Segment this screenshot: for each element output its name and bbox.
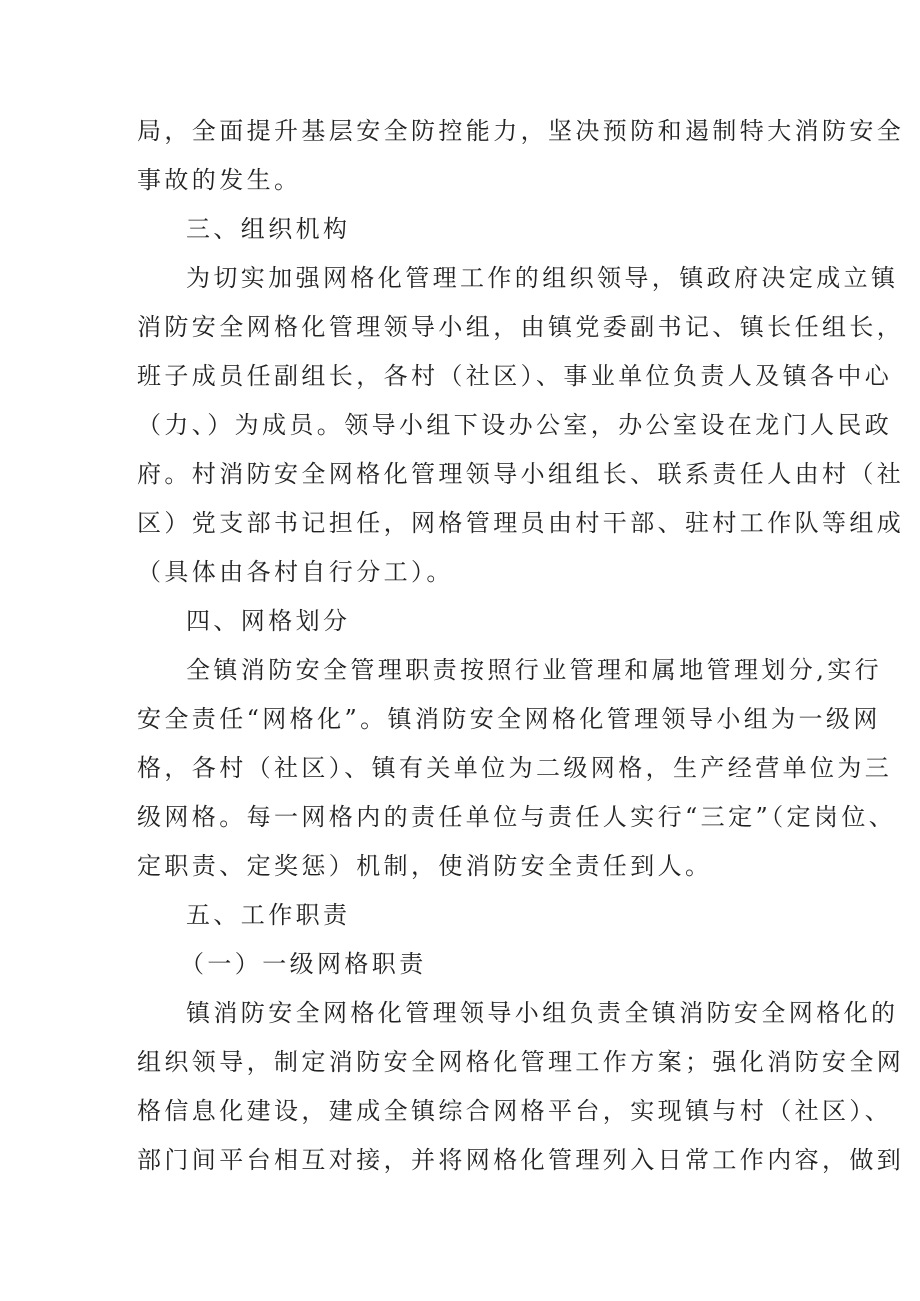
text-line: 安全责任“网格化”。镇消防安全网格化管理领导小组为一级网 [137, 705, 881, 733]
text-line: 定职责、定奖惩）机制，使消防安全责任到人。 [137, 852, 713, 880]
text-line: 格，各村（社区）、镇有关单位为二级网格，生产经营单位为三 [137, 754, 893, 782]
text-line: 全镇消防安全管理职责按照行业管理和属地管理划分,实行 [186, 656, 883, 684]
text-line: 事故的发生。 [137, 166, 302, 194]
text-line: 府。村消防安全网格化管理领导小组组长、联系责任人由村（社 [137, 460, 905, 488]
text-line: 部门间平台相互对接，并将网格化管理列入日常工作内容，做到 [137, 1146, 905, 1174]
text-line: （力、）为成员。领导小组下设办公室，办公室设在龙门人民政 [137, 411, 893, 439]
section-heading: 三、组织机构 [186, 215, 351, 243]
text-line: （具体由各村自行分工）。 [137, 558, 454, 586]
section-heading: 五、工作职责 [186, 901, 351, 929]
text-line: 组织领导，制定消防安全网格化管理工作方案；强化消防安全网 [137, 1048, 905, 1076]
text-line: 局，全面提升基层安全防控能力，坚决预防和遏制特大消防安全 [137, 117, 905, 145]
subsection-heading: （一）一级网格职责 [180, 950, 427, 978]
text-line: 区）党支部书记担任，网格管理员由村干部、驻村工作队等组成 [137, 509, 905, 537]
text-line: 格信息化建设，建成全镇综合网格平台，实现镇与村（社区）、 [137, 1097, 893, 1125]
section-heading: 四、网格划分 [186, 607, 351, 635]
text-line: 班子成员任副组长，各村（社区）、事业单位负责人及镇各中心 [137, 362, 893, 390]
text-line: 消防安全网格化管理领导小组，由镇党委副书记、镇长任组长， [137, 313, 905, 341]
text-line: 为切实加强网格化管理工作的组织领导，镇政府决定成立镇 [186, 264, 899, 292]
text-line: 级网格。每一网格内的责任单位与责任人实行“三定”（定岗位、 [137, 803, 897, 831]
text-line: 镇消防安全网格化管理领导小组负责全镇消防安全网格化的 [186, 999, 899, 1027]
